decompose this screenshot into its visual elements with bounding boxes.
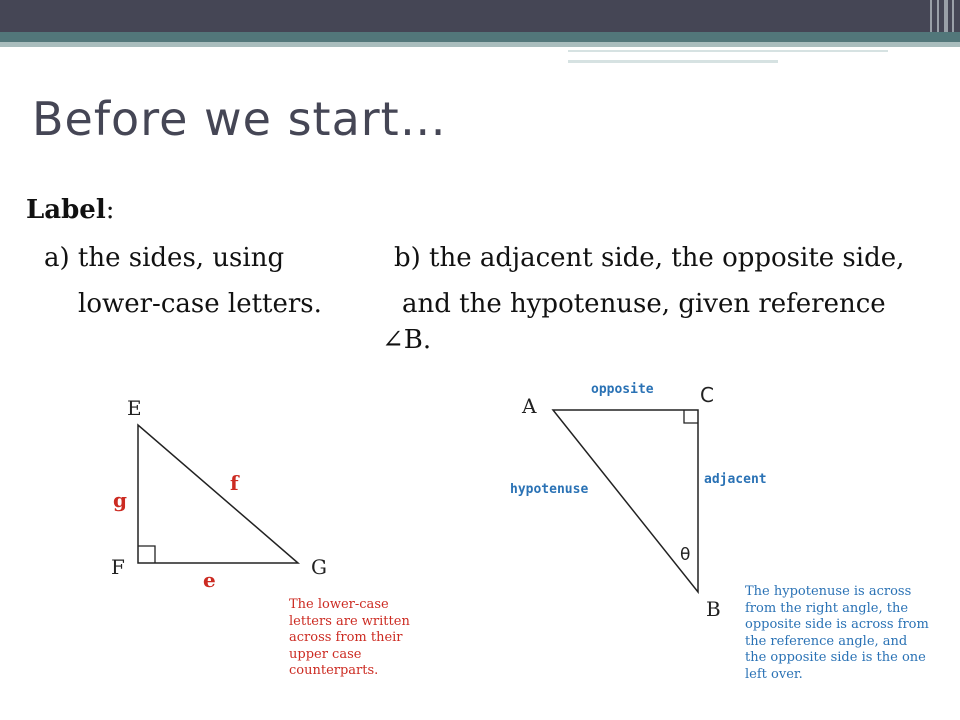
side-f-label: f: [230, 471, 239, 495]
right-angle-marker-f: [138, 546, 155, 563]
part-b-line1: b) the adjacent side, the opposite side,: [394, 243, 905, 273]
label-colon: :: [105, 195, 115, 225]
adjacent-side-label: adjacent: [704, 472, 767, 487]
opposite-side-label: opposite: [591, 382, 654, 397]
vertex-a-label: A: [522, 394, 537, 418]
vertex-f-label: F: [111, 555, 125, 579]
slide-title: Before we start…: [32, 92, 447, 146]
vertex-g-label: G: [311, 555, 327, 579]
vertex-b-label: B: [706, 597, 721, 621]
triangle-abc-outline: [553, 410, 698, 592]
triangle-efg-outline: [138, 425, 298, 563]
vertex-e-label: E: [127, 396, 142, 420]
side-g-label: g: [113, 488, 127, 512]
hypotenuse-side-label: hypotenuse: [510, 482, 589, 497]
vertex-c-label: C: [700, 383, 714, 407]
triangle-efg: [138, 425, 298, 563]
efg-note: The lower-case letters are written across from their upper case counterparts.: [289, 597, 410, 678]
part-b-line3: ∠B.: [382, 325, 432, 355]
part-a-line2: lower-case letters.: [78, 289, 322, 319]
abc-note: The hypotenuse is across from the right angle, the opposite side is across from the reference angle, and the opposite side is the one left over.: [745, 584, 929, 682]
theta-angle-label: θ: [680, 545, 691, 565]
right-angle-marker-c: [684, 410, 698, 423]
part-a-line1: a) the sides, using: [44, 243, 285, 273]
side-e-label: e: [203, 568, 216, 592]
label-word: Label: [26, 195, 106, 225]
triangle-abc: [553, 410, 698, 592]
part-b-line2: and the hypotenuse, given reference: [402, 289, 886, 319]
